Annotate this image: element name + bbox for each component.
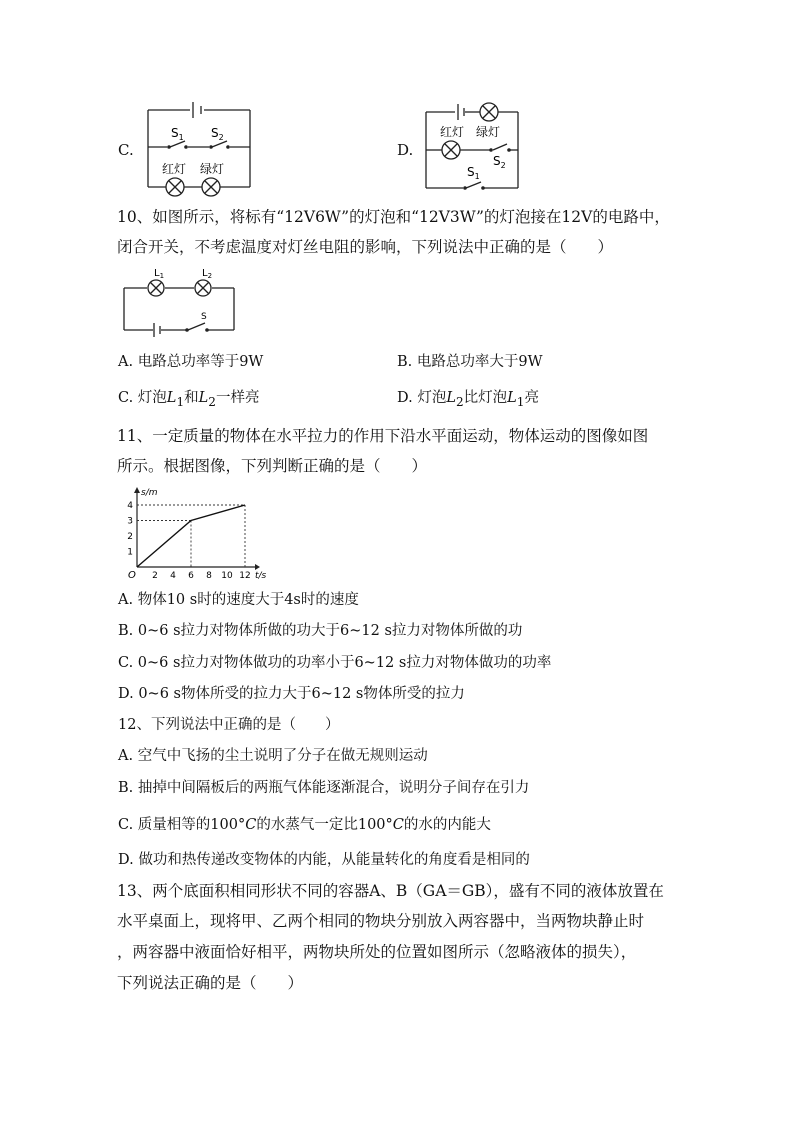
red-lamp-label: 红灯 — [162, 162, 187, 176]
question-13-stem-line-3: ，两容器中液面恰好相平，两物块所处的位置如图所示（忽略液体的损失）， — [117, 943, 637, 961]
y-tick-label: 3 — [127, 516, 133, 527]
option-d: D. 0~6 s物体所受的拉力大于6~12 s物体所受的拉力 — [118, 686, 465, 702]
green-lamp-label: 绿灯 — [200, 162, 225, 176]
distance-time-chart — [118, 485, 267, 581]
question-13-stem-line-1: 13、两个底面积相同形状不同的容器A、B（GA＝GB），盛有不同的液体放置在 — [117, 882, 664, 900]
option-b: B. 电路总功率大于9W — [397, 354, 543, 370]
x-tick-label: 6 — [188, 571, 194, 581]
question-11-stem-line-1: 11、一定质量的物体在水平拉力的作用下沿水平面运动，物体运动的图像如图 — [117, 427, 649, 445]
question-11-stem-line-2: 所示。根据图像，下列判断正确的是（ ） — [117, 457, 428, 475]
option-a: A. 电路总功率等于9W — [118, 354, 264, 370]
x-tick-label: 10 — [221, 571, 233, 581]
x-tick-label: 2 — [152, 571, 158, 581]
option-a: A. 物体10 s时的速度大于4s时的速度 — [118, 592, 359, 608]
option-d: D. 做功和热传递改变物体的内能，从能量转化的角度看是相同的 — [118, 852, 530, 868]
origin-label: O — [128, 570, 136, 581]
option-c-label: C. — [118, 141, 134, 159]
option-d-label: D. — [397, 141, 414, 159]
switch-s2-label: $S_2$ — [493, 154, 506, 170]
question-10-stem-line-2: 闭合开关，不考虑温度对灯丝电阻的影响，下列说法中正确的是（ ） — [117, 238, 614, 256]
option-c: C. 0~6 s拉力对物体做功的功率小于6~12 s拉力对物体做功的功率 — [118, 655, 552, 671]
y-tick-label: 4 — [127, 501, 133, 511]
option-a: A. 空气中飞扬的尘土说明了分子在做无规则运动 — [118, 748, 428, 764]
option-c: C. 灯泡$L_1$和$L_2$一样亮 — [118, 390, 260, 409]
red-lamp-label: 红灯 — [440, 125, 465, 139]
option-b: B. 抽掉中间隔板后的两瓶气体能逐渐混合，说明分子间存在引力 — [118, 780, 530, 796]
option-d: D. 灯泡$L_2$比灯泡$L_1$亮 — [397, 390, 539, 409]
y-tick-label: 2 — [127, 532, 133, 542]
question-13-stem-line-2: 水平桌面上，现将甲、乙两个相同的物块分别放入两容器中，当两物块静止时 — [117, 912, 645, 930]
x-axis-arrow — [255, 564, 260, 570]
y-axis-label: s/m — [141, 488, 158, 498]
series-circuit-diagram — [122, 268, 242, 338]
option-b: B. 0~6 s拉力对物体所做的功大于6~12 s拉力对物体所做的功 — [118, 623, 523, 639]
switch-s1-label: $S_1$ — [171, 126, 184, 142]
y-axis-arrow — [134, 487, 140, 493]
option-c: C. 质量相等的100°C的水蒸气一定比100°C的水的内能大 — [118, 817, 491, 833]
question-10-stem-line-1: 10、如图所示，将标有“12V6W”的灯泡和“12V3W”的灯泡接在12V的电路中， — [117, 208, 670, 226]
circuit-diagram-c — [145, 97, 255, 192]
circuit-diagram-d — [423, 97, 523, 192]
lamp-l2-label: $L_2$ — [202, 268, 213, 280]
switch-s-label: S — [201, 312, 207, 322]
x-tick-label: 4 — [170, 571, 176, 581]
question-13-stem-line-4: 下列说法正确的是（ ） — [117, 974, 304, 992]
y-tick-label: 1 — [127, 547, 133, 558]
switch-s2-label: $S_2$ — [211, 126, 224, 142]
green-lamp-label: 绿灯 — [476, 125, 501, 139]
x-axis-label: t/s — [255, 571, 267, 581]
question-12-stem: 12、下列说法中正确的是（ ） — [118, 717, 340, 733]
x-tick-label: 12 — [239, 571, 251, 581]
lamp-l1-label: $L_1$ — [154, 268, 165, 280]
x-tick-label: 8 — [206, 571, 212, 581]
switch-s1-label: $S_1$ — [467, 165, 480, 181]
